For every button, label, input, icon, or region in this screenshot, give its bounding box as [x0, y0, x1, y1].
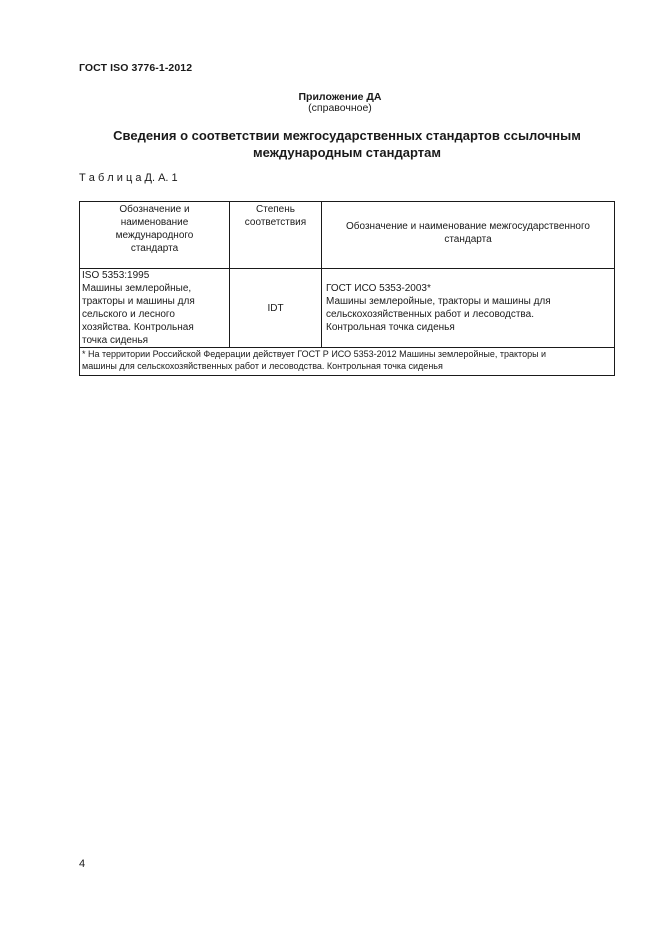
cell-line: Машины землеройные, тракторы и машины для: [326, 296, 551, 307]
annex-subtitle: (справочное): [308, 102, 372, 114]
header-interstate-standard: [322, 202, 615, 269]
section-title: [79, 127, 615, 161]
cell-line: тракторы и машины для: [82, 296, 195, 307]
cell-degree: IDT: [230, 269, 322, 348]
table-header-row: [80, 202, 615, 269]
table-row: [80, 269, 615, 348]
table-footnote: [80, 348, 615, 376]
cell-interstate-standard: [322, 269, 615, 348]
header-line: международного: [115, 230, 194, 241]
page-number: 4: [79, 858, 86, 870]
header-international-standard: [80, 202, 230, 269]
header-line: соответствия: [244, 217, 307, 228]
annex-title: Приложение ДА: [298, 91, 382, 103]
header-line: наименование: [120, 217, 189, 228]
cell-line: точка сиденья: [82, 335, 149, 346]
cell-line: сельского и лесного: [82, 309, 175, 320]
header-line: Обозначение и: [119, 204, 190, 215]
cell-international-standard: [80, 269, 230, 348]
cell-line: сельскохозяйственных работ и лесоводства.: [326, 309, 534, 320]
cell-line: ГОСТ ИСО 5353-2003*: [326, 283, 431, 294]
cell-line: Машины землеройные,: [82, 283, 192, 294]
correspondence-table: [79, 201, 615, 376]
header-degree-of-correspondence: [230, 202, 322, 269]
section-title-line: Сведения о соответствии межгосударственных стандартов ссылочным: [113, 128, 581, 143]
section-title-line: международным стандартам: [253, 145, 441, 160]
header-line: стандарта: [130, 243, 179, 254]
cell-line: хозяйства. Контрольная: [82, 322, 194, 333]
table-caption: Т а б л и ц а Д. А. 1: [79, 172, 178, 184]
table-footnote-row: [80, 348, 615, 376]
header-line: стандарта: [444, 234, 492, 245]
cell-line: ISO 5353:1995: [82, 270, 150, 281]
document-code: ГОСТ ISO 3776-1-2012: [79, 62, 193, 74]
cell-line: Контрольная точка сиденья: [326, 322, 455, 333]
footnote-line: * На территории Российской Федерации действует ГОСТ Р ИСО 5353-2012 Машины землеройные, тракторы и: [82, 349, 547, 359]
header-line: Обозначение и наименование межгосударственного: [346, 221, 590, 232]
header-line: Степень: [256, 204, 295, 215]
footnote-line: машины для сельскохозяйственных работ и лесоводства. Контрольная точка сиденья: [82, 361, 443, 371]
